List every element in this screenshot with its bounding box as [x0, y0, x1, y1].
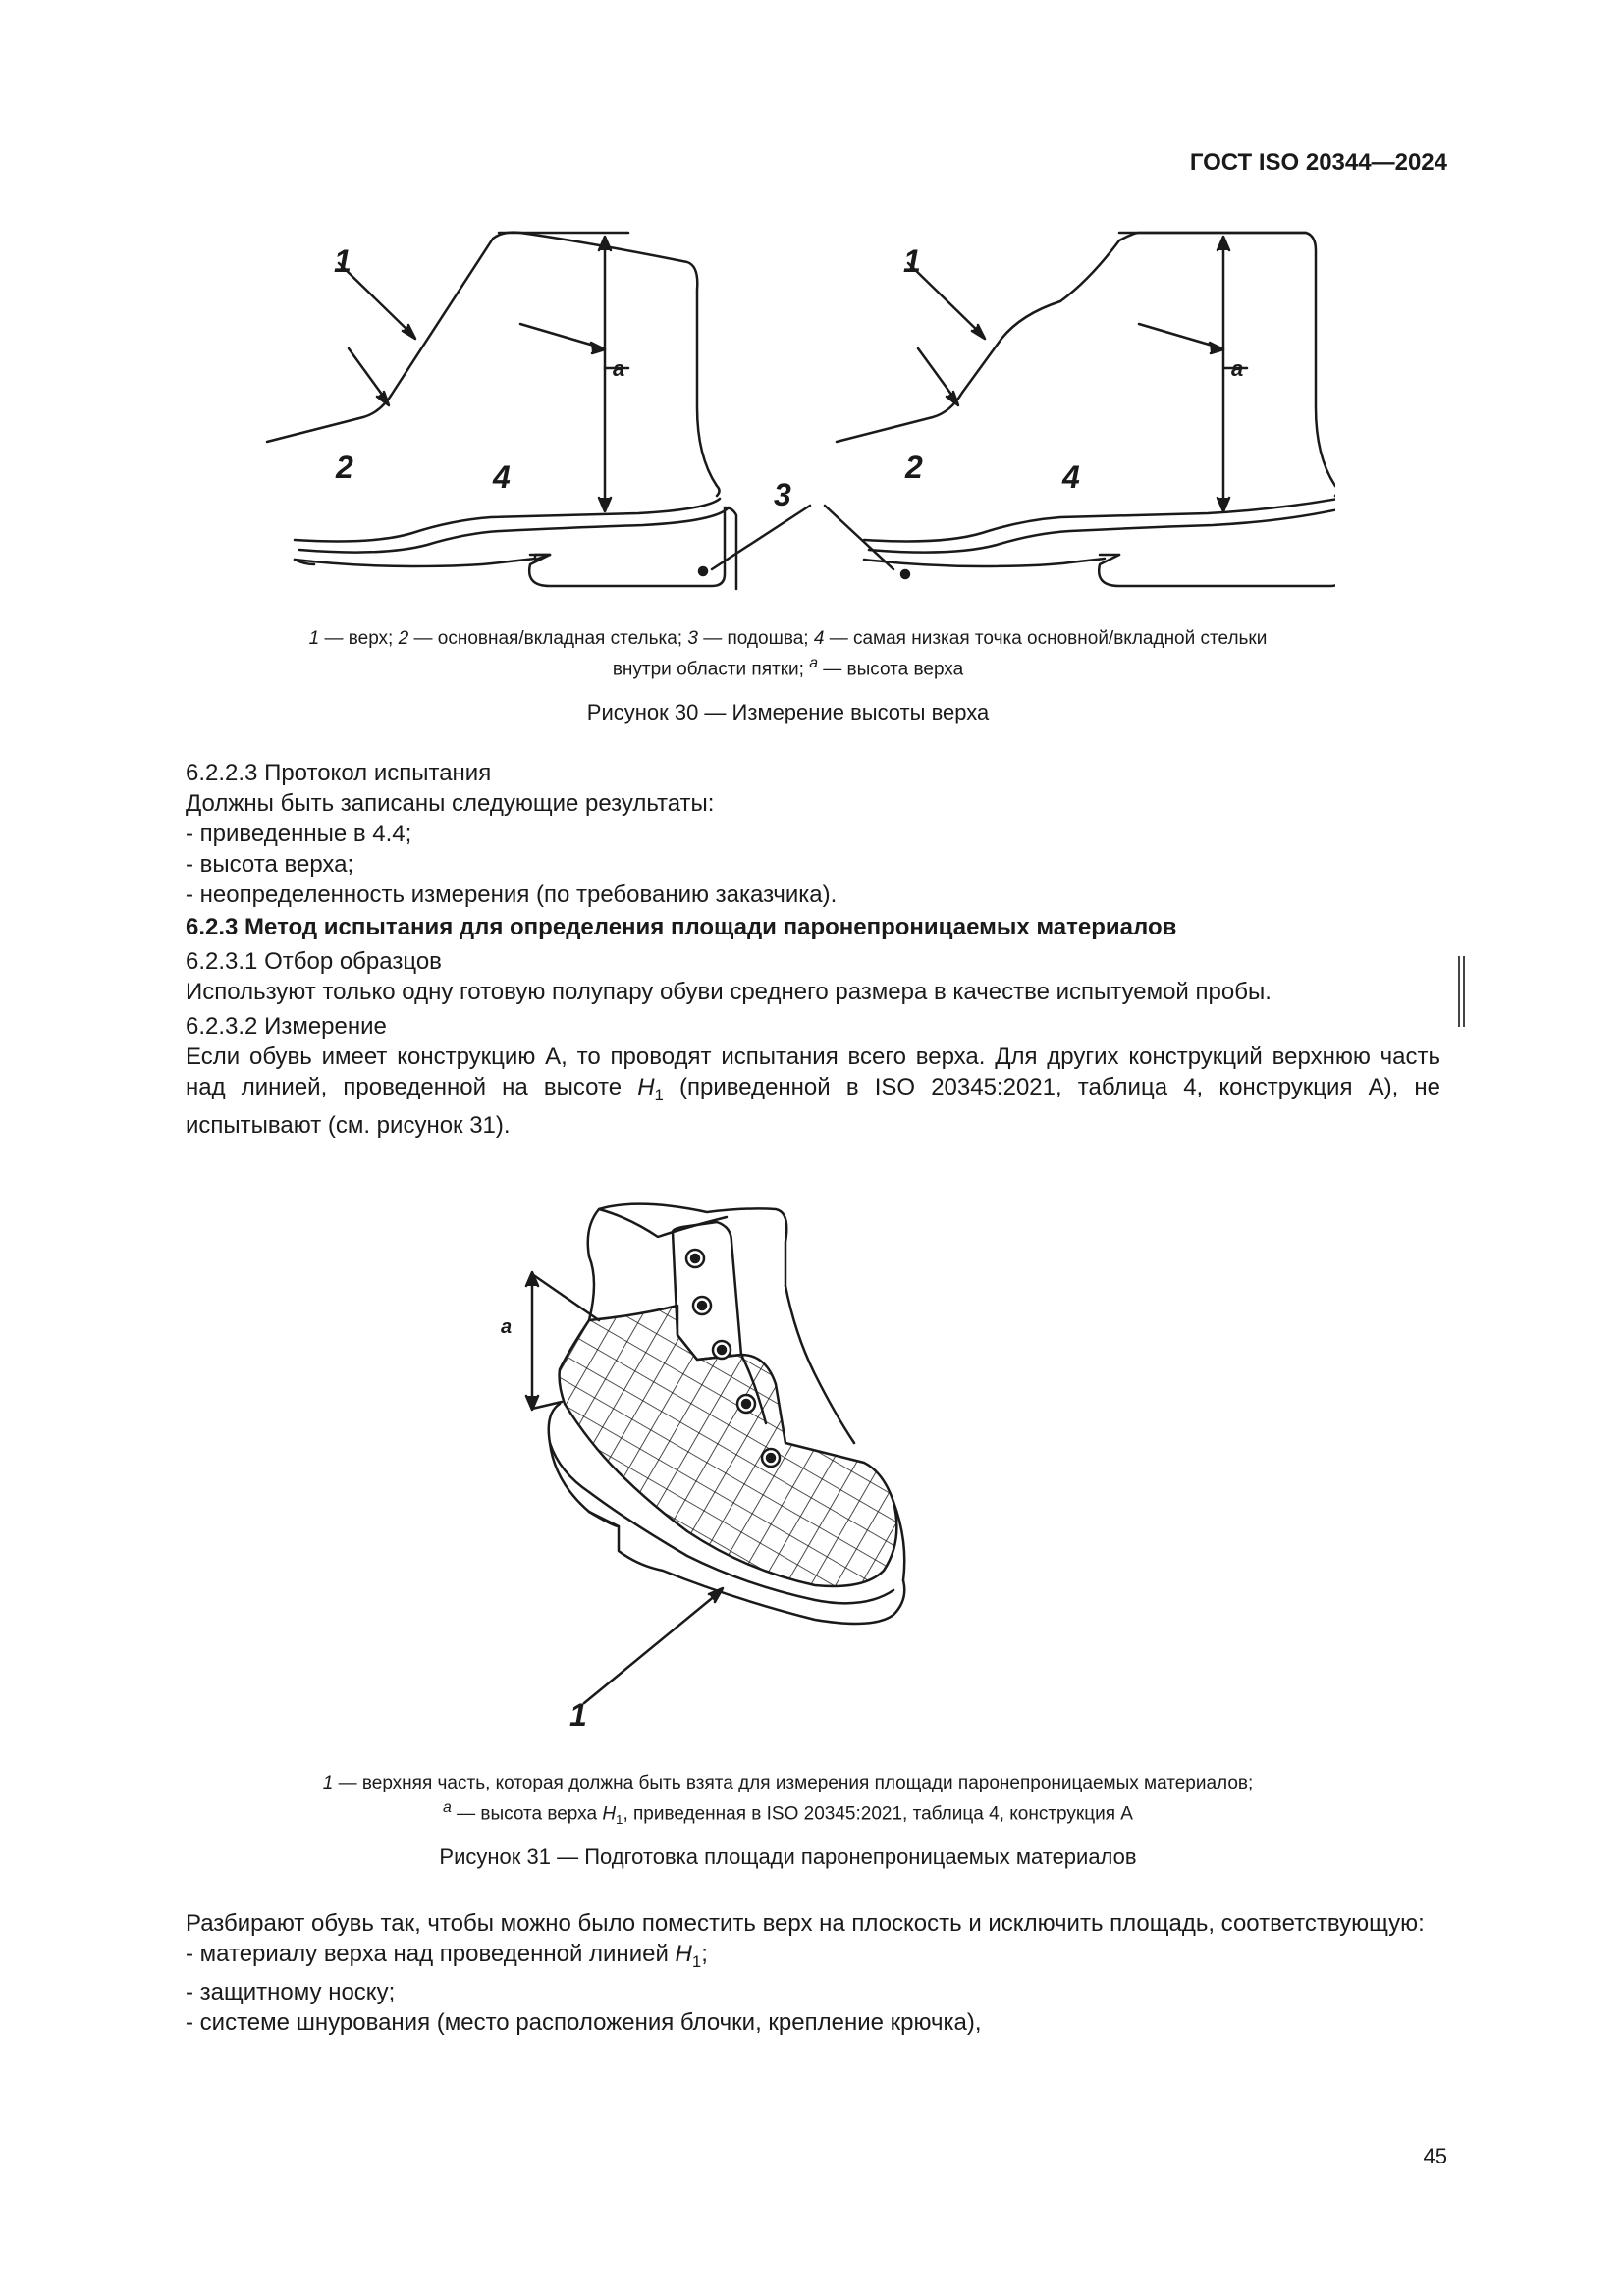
figure-31-key-line2: $^a$ — высота верха $H_1$, приведенная в ISO 20345:2021, таблица 4, конструкция А: [443, 1799, 1133, 1828]
page-number: 45: [1423, 2144, 1447, 2168]
fig30-label-a-right: a: [1231, 356, 1244, 381]
measurement-paragraph: Если обувь имеет конструкцию А, то проводят испытания всего верха. Для других конструкций верхнюю часть над линией, проведенной на высоте $H_1$ (приведенной в ISO 20345:2021, таблица 4, конструкция А), не испытывают (см. рисунок 31).: [186, 1043, 1440, 1139]
disassembly-paragraph: Разбирают обувь так, чтобы можно было поместить верх на плоскость и исключить площадь, соответствующую:: [186, 1910, 1425, 1937]
figure-30-key: [147, 626, 1429, 681]
fig30-label-3: 3: [774, 477, 791, 512]
figure-31-key-line1: 1 — верхняя часть, которая должна быть взята для измерения площади паронепроницаемых материалов;: [322, 1773, 1254, 1793]
sampling-text: Используют только одну готовую полупару обуви среднего размера в качестве испытуемой пробы.: [186, 979, 1272, 1005]
figure-31-title: Рисунок 31 — Подготовка площади паронепроницаемых материалов: [439, 1844, 1137, 1869]
heading-6223: 6.2.2.3 Протокол испытания: [186, 760, 492, 786]
section-6223-6232: [186, 758, 1440, 1141]
fig30-label-2-right: 2: [905, 450, 923, 485]
figure-30-key-line1: 1 — верх; 2 — основная/вкладная стелька; 3 — подошва; 4 — самая низкая точка основной/вкладной стельки: [308, 628, 1268, 649]
exclude-item-3: - системе шнурования (место расположения блочки, крепление крючка),: [186, 2008, 982, 2036]
results-intro: Должны быть записаны следующие результаты:: [186, 790, 715, 817]
fig30-label-4-left: 4: [493, 459, 511, 495]
fig30-label-1-left: 1: [334, 243, 352, 279]
exclude-item-1: - материалу верха над проведенной линией $H_1$;: [186, 1941, 708, 1971]
results-item-3: - неопределенность измерения (по требованию заказчика).: [186, 881, 838, 908]
figure-31-key: [147, 1771, 1429, 1832]
revision-margin-bar: [1458, 956, 1465, 1027]
fig31-label-a: a: [501, 1316, 513, 1338]
fig30-label-a-left: a: [613, 356, 625, 381]
document-header: ГОСТ ISO 20344—2024: [1189, 149, 1447, 176]
fig31-label-1: 1: [569, 1697, 587, 1733]
fig30-label-4-right: 4: [1062, 459, 1080, 495]
figure-30-left-boot: [267, 233, 736, 589]
figure-31-drawing: [491, 1188, 1080, 1757]
heading-6231: 6.2.3.1 Отбор образцов: [186, 948, 442, 975]
heading-623: 6.2.3 Метод испытания для определения площади паронепроницаемых материалов: [186, 914, 1177, 940]
figure-30-drawing: [255, 221, 1335, 609]
fig30-label-2-left: 2: [336, 450, 353, 485]
exclude-item-2: - защитному носку;: [186, 1978, 396, 2005]
results-item-2: - высота верха;: [186, 851, 354, 878]
figure-30-key-line2: внутри области пятки; $^a$ — высота верха: [612, 655, 964, 680]
results-item-1: - приведенные в 4.4;: [186, 821, 412, 847]
figure-30-right-boot: [837, 233, 1335, 589]
section-disassembly: [186, 1908, 1440, 2038]
fig30-label-1-right: 1: [903, 243, 921, 279]
heading-6232: 6.2.3.2 Измерение: [186, 1013, 387, 1040]
figure-30-title: Рисунок 30 — Измерение высоты верха: [586, 700, 990, 724]
